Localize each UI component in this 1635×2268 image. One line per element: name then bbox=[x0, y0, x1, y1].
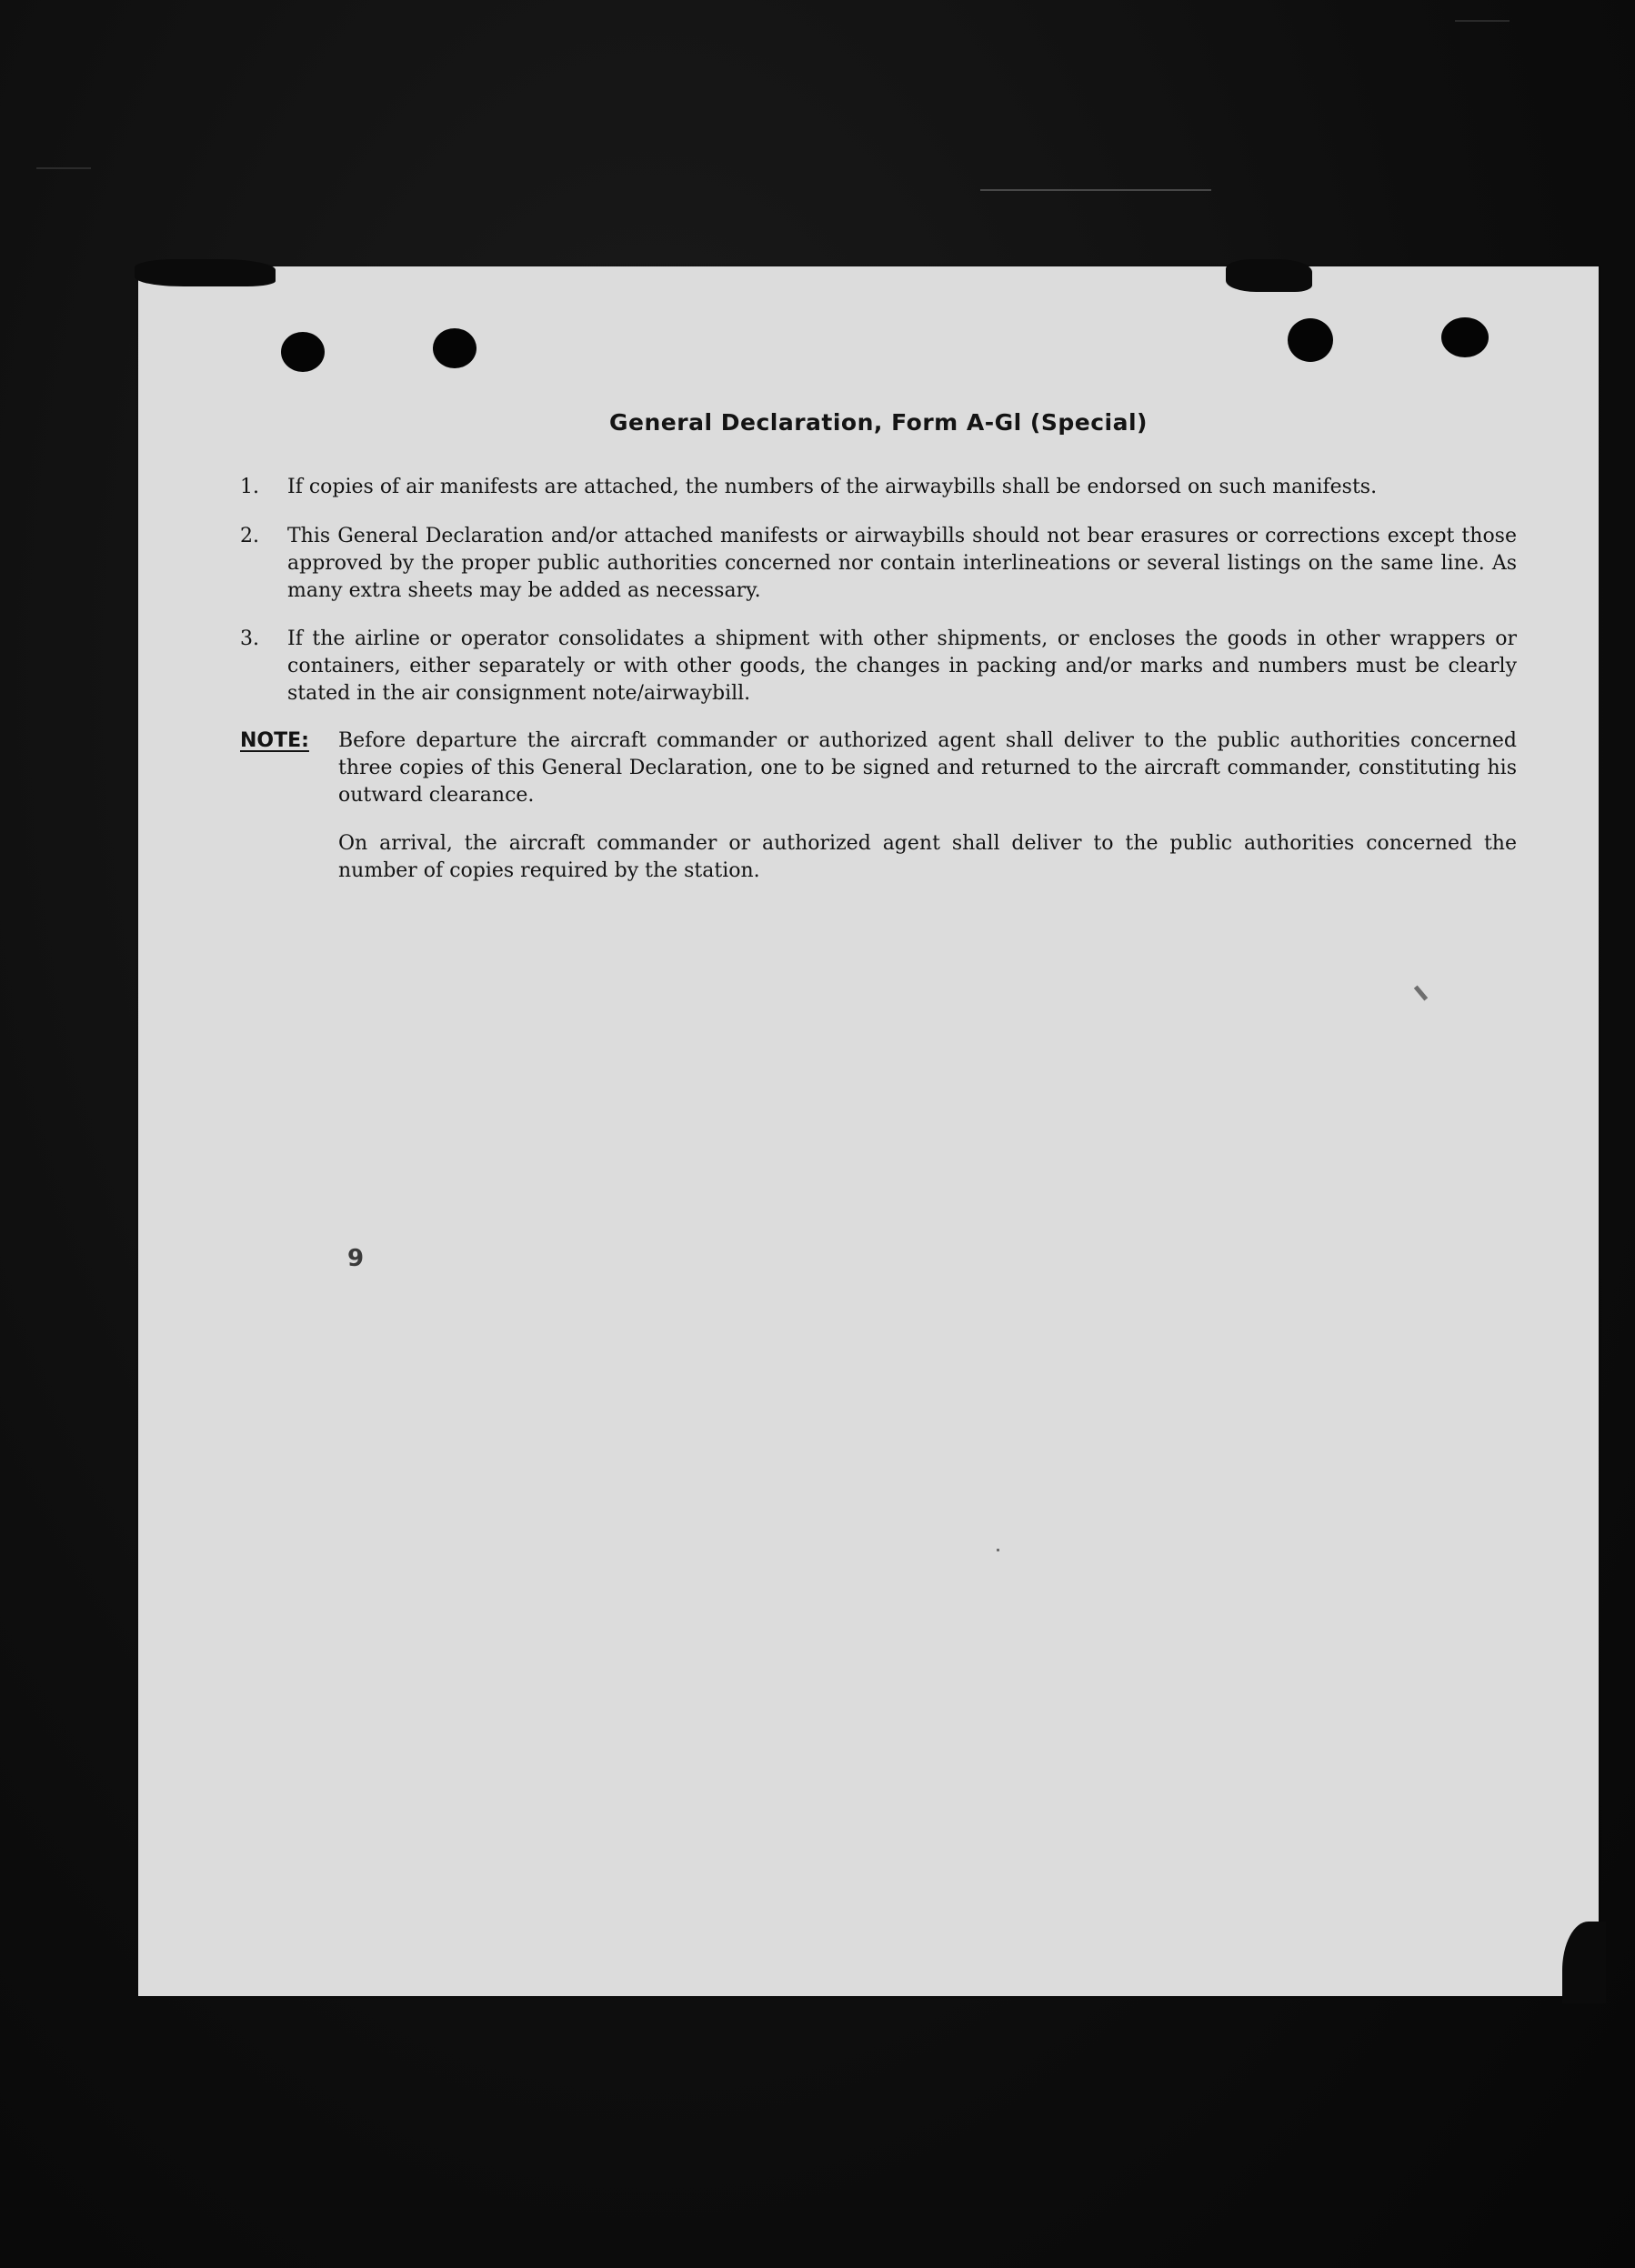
note-paragraph-2: On arrival, the aircraft commander or authorized agent shall deliver to the public authorities concerned the number of copies required by the station. bbox=[338, 832, 1517, 882]
clause-text: This General Declaration and/or attached manifests or airwaybills should not bear erasures or corrections except those approved by the proper public authorities concerned nor contain interlineations or several listings on the same line. As many extra sheets may be added as necessary. bbox=[287, 525, 1517, 602]
note-paragraph-1: Before departure the aircraft commander or authorized agent shall deliver to the public authorities concerned three copies of this General Declaration, one to be signed and returned to the aircraft commander, constituting his outward clearance. bbox=[338, 729, 1517, 807]
scan-artifact-line bbox=[980, 189, 1211, 191]
scan-artifact-line bbox=[1455, 20, 1510, 22]
clause-number: 1. bbox=[240, 476, 259, 498]
stray-pencil-mark: 9 bbox=[347, 1245, 365, 1272]
punch-hole-icon bbox=[1288, 318, 1333, 362]
scan-artifact-line bbox=[36, 167, 91, 169]
tape-remnant-right bbox=[1226, 259, 1312, 292]
clause-number: 2. bbox=[240, 525, 259, 547]
punch-hole-icon bbox=[281, 332, 325, 372]
punch-hole-icon bbox=[1441, 317, 1489, 357]
page-corner-tear bbox=[1562, 1922, 1606, 2003]
note-label: NOTE: bbox=[240, 729, 309, 752]
clause-text: If the airline or operator consolidates a shipment with other shipments, or encloses the goods in other wrappers or containers, either separately or with other goods, the changes in packing and/or marks and numbers must be clearly stated in the air consignment note/airwaybill. bbox=[287, 627, 1517, 705]
clause-number: 3. bbox=[240, 627, 259, 650]
ink-dot bbox=[997, 1549, 999, 1551]
document-page bbox=[138, 266, 1599, 1996]
clause-text: If copies of air manifests are attached, the numbers of the airwaybills shall be endorsed on such manifests. bbox=[287, 476, 1378, 498]
ink-smudge bbox=[1414, 985, 1428, 1000]
punch-hole-icon bbox=[433, 328, 476, 368]
tape-remnant-left bbox=[135, 259, 276, 286]
document-title: General Declaration, Form A-Gl (Special) bbox=[609, 409, 1148, 436]
